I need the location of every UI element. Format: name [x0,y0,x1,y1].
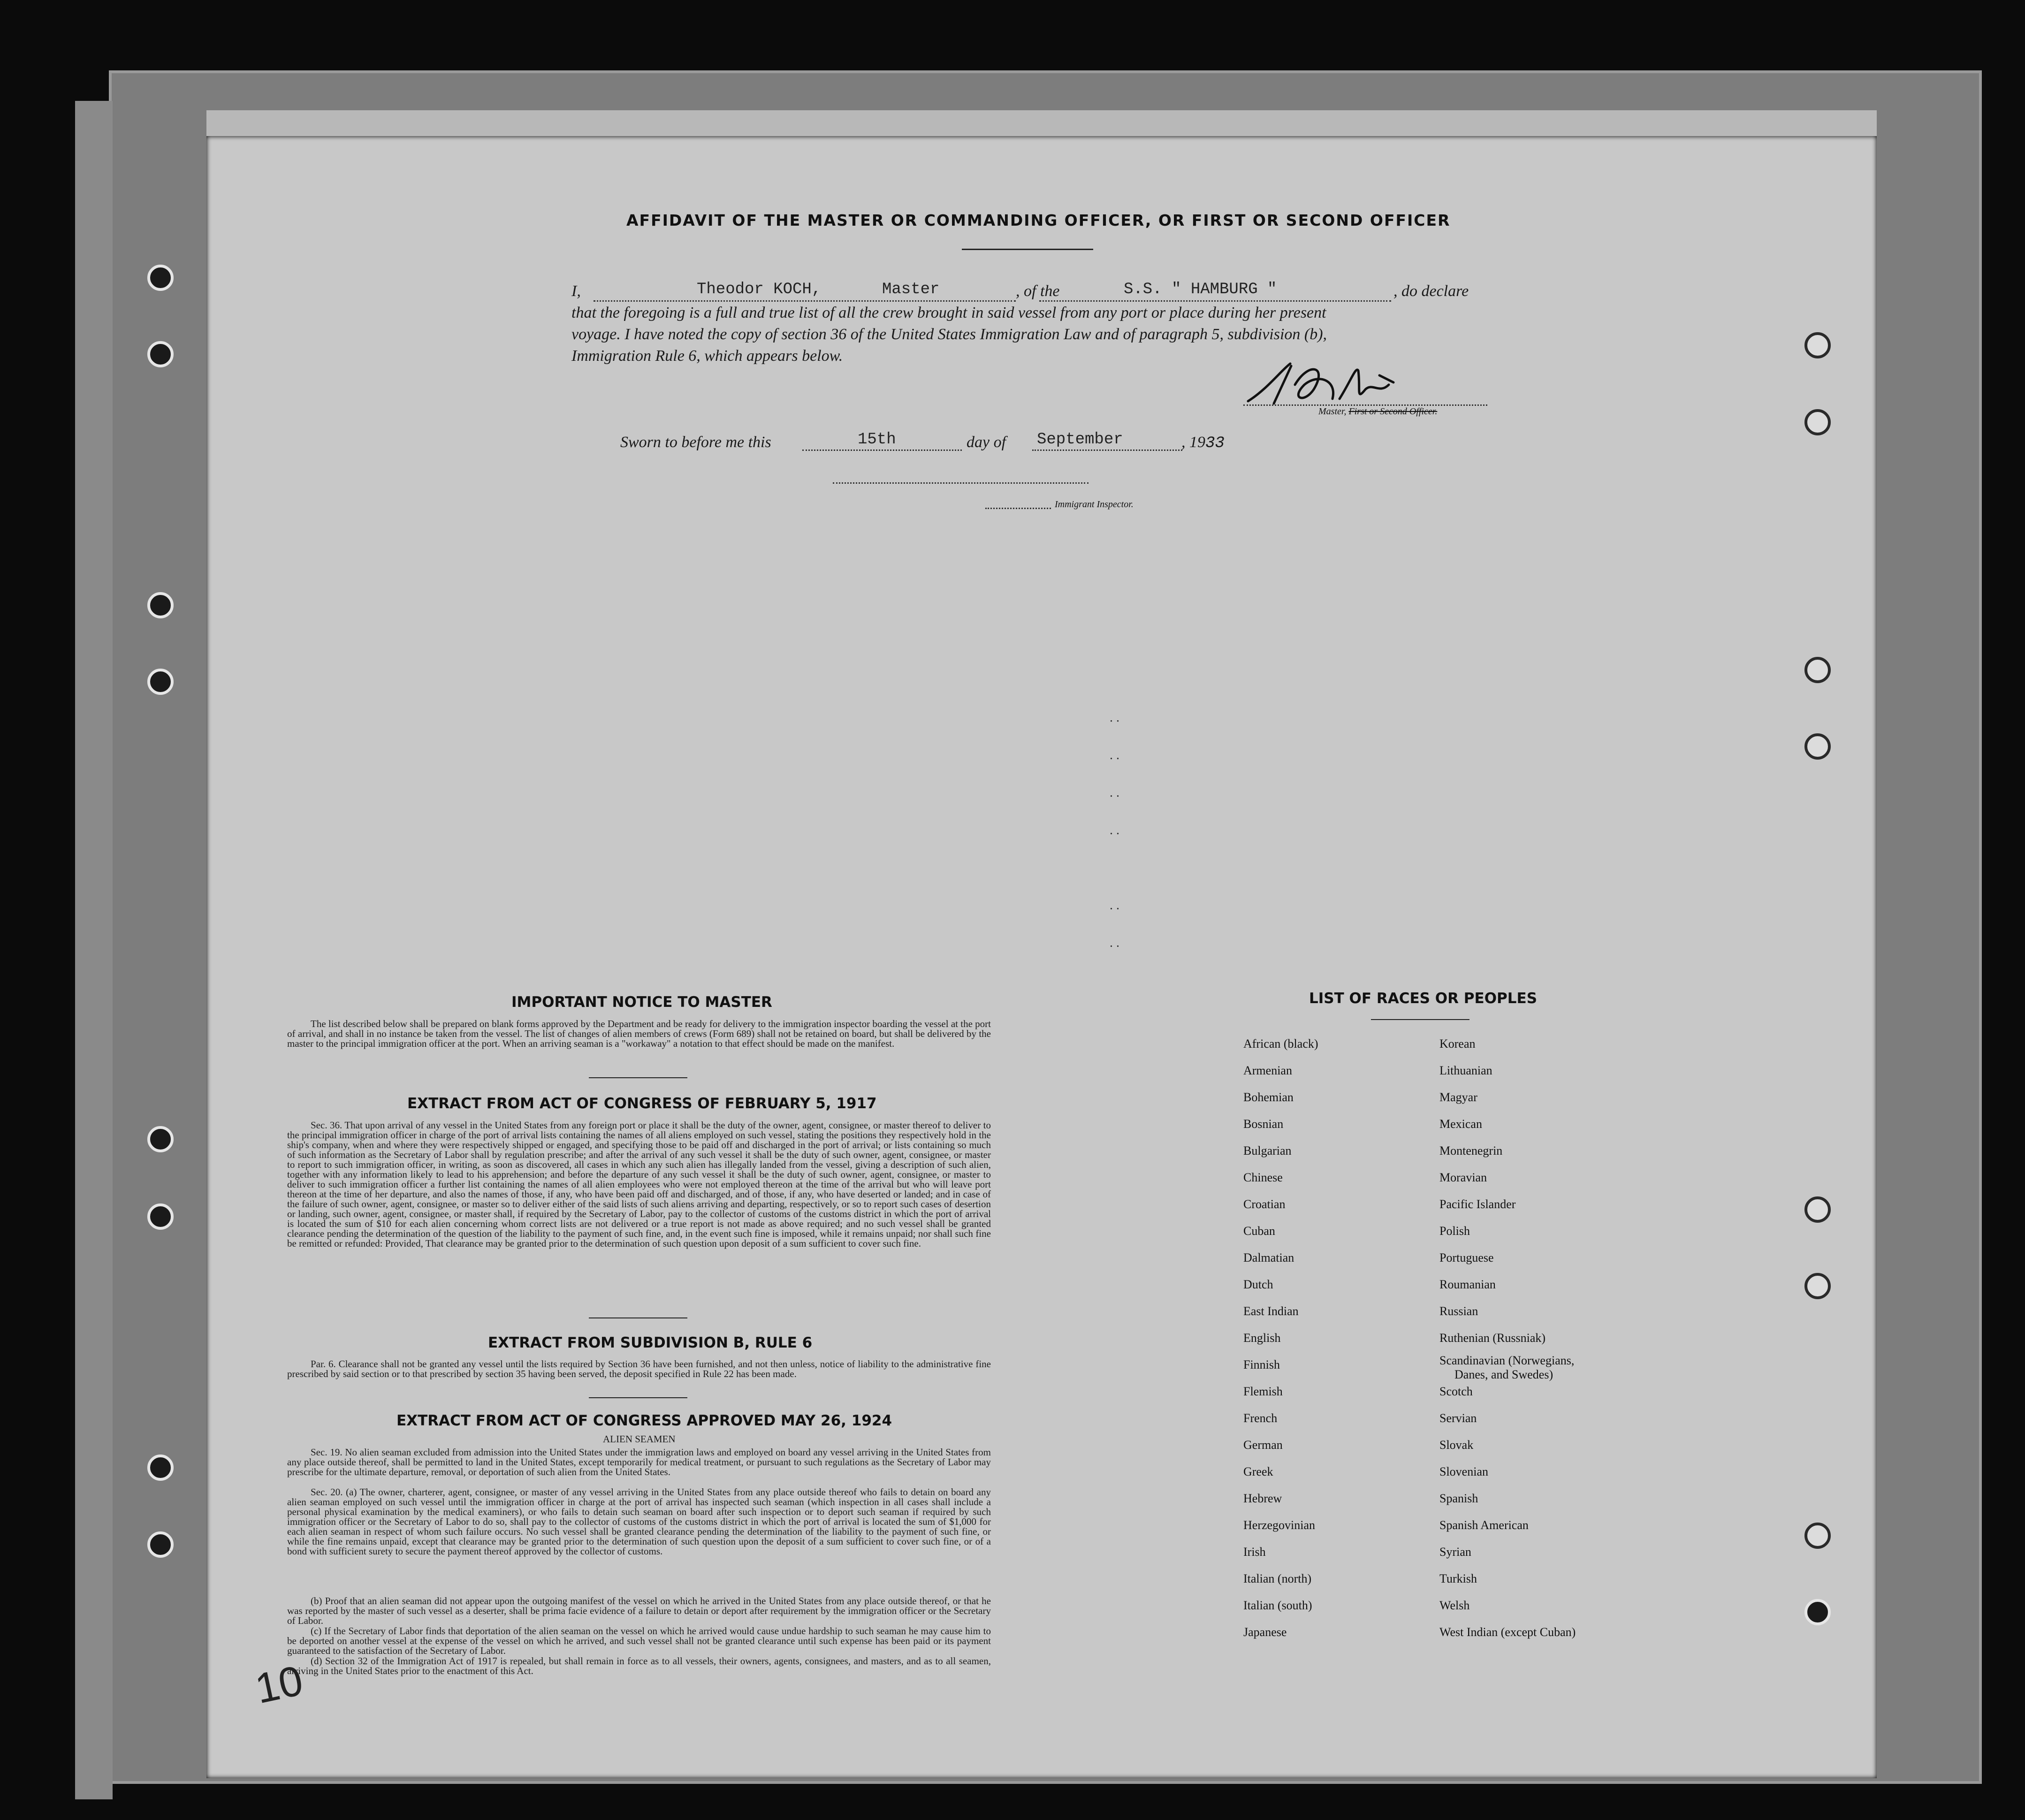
affidavit-line-2: that the foregoing is a full and true list of all the crew brought in said vessel from any port or place during her present [571,304,1326,321]
sworn-year [1181,434,1225,452]
binder-hole [1804,332,1831,358]
of-the-label: , of the [1016,282,1060,300]
divider [589,1317,687,1318]
binder-hole [147,1454,174,1481]
sworn-day: 15th [858,431,896,449]
extract-1917-text: Sec. 36. That upon arrival of any vessel in the United States from any foreign port or place it shall be the duty of the owner, agent, consignee, or master thereof to deliver to the principal immigration officer in charge of the port of arrival lists containing the names of all aliens employed on such vessel, stating the positions they respectively hold in the ship's company, when and where they were respectively shipped or engaged, and specifying those to be paid off and discharged in the port of arrival; or lists containing so much of such information as the Secretary of Labor shall by regulation prescribe; and after the arrival of any such vessel it shall be the duty of such owner, agent, consignee, or master to report to such immigration officer, in writing, as soon as discovered, all cases in which any such alien has illegally landed from the vessel, giving a description of such alien, together with any information likely to lead to his apprehension; and before the departure of any such vessel it shall be the duty of such owner, agent, consignee, or master to deliver to such immigration officer a further list containing the names of all alien employees who were not employed thereon at the time of the arrival but who will leave port thereon at the time of her departure, and also the names of those, if any, who have been paid off and discharged, and of those, if any, who have deserted or landed; and in case of the failure of such owner, agent, consignee, or master so to deliver either of the said lists of such aliens arriving and departing, respectively, or so to report such cases of desertion or landing, such owner, agent, consignee, or master shall, if required by the Secretary of Labor, pay to the collector of customs of the customs district in which the port of arrival is located the sum of $10 for each alien concerning whom correct lists are not delivered or a true report is not made as above required; and no such vessel shall be granted clearance pending the determination of the question of the liability to the payment of such fine, and, in the event such fine is imposed, while it remains unpaid; nor shall such fine be remitted or refunded: Provided, That clearance may be granted prior to the determination of such question upon deposit of a sum sufficient to cover such fine. [287,1119,991,1249]
signature-caption [1318,406,1437,417]
signature-caption-struck: First or Second Officer. [1348,406,1438,417]
race-item: Portuguese [1439,1251,1494,1264]
race-item: East Indian [1243,1304,1299,1318]
month-fill-line [1032,449,1182,451]
sec20a-text: Sec. 20. (a) The owner, charterer, agent, consignee, or master of any vessel arriving in the United States from any place outside thereof who fails to detain on board any alien seaman employed on such vessel until the immigration officer in charge at the port of arrival has inspected such seaman (which inspection in all cases shall include a personal physical examination by the medical examiners), or who fails to detain such seaman on board after such inspection or to deport such seaman if required by such immigration officer or the Secretary of Labor to do so, shall pay to the collector of customs of the customs district in which the port of arrival is located the sum of $1,000 for each alien seaman in respect of whom such failure occurs. No such vessel shall be granted clearance pending the determination of the liability to the payment of such fine, or while the fine remains unpaid, except that clearance may be granted prior to the determination of such question upon the deposit of a sum sufficient to cover such fine, or of a bond with sufficient surety to secure the payment thereof approved by the collector of customs. [287,1486,991,1557]
vessel-fill-line [1039,300,1391,302]
race-item: Hebrew [1243,1492,1282,1505]
race-item: Bohemian [1243,1090,1294,1104]
race-item: Servian [1439,1411,1477,1425]
signature-line [1243,404,1487,406]
race-item: Japanese [1243,1625,1287,1639]
title-underline [962,249,1093,250]
inspector-caption: Immigrant Inspector. [1055,499,1134,510]
year-suffix: 33 [1205,434,1225,452]
master-name: Theodor KOCH, [697,281,822,298]
extract-1924-subtitle: ALIEN SEAMEN [603,1433,676,1445]
race-item: Syrian [1439,1545,1471,1559]
divider [589,1397,687,1398]
race-item: Roumanian [1439,1278,1496,1291]
race-item: Turkish [1439,1572,1477,1585]
race-item: Bulgarian [1243,1144,1292,1157]
divider [589,1077,687,1078]
races-title: LIST OF RACES OR PEOPLES [1309,990,1538,1007]
master-rank: Master [882,281,940,298]
extract-1924-title: EXTRACT FROM ACT OF CONGRESS APPROVED MAY 26, 1924 [396,1412,892,1429]
race-item: Greek [1243,1465,1273,1478]
binder-hole [1804,1599,1831,1625]
binder-hole [1804,1523,1831,1549]
binder-hole [147,1203,174,1230]
races-underline [1371,1019,1469,1020]
sworn-prefix: Sworn to before me this [620,434,771,451]
binding-edge [75,101,113,1799]
inspector-line-1 [833,482,1089,484]
notice-title: IMPORTANT NOTICE TO MASTER [511,994,772,1011]
race-item: Magyar [1439,1090,1477,1104]
sec20d-text: (d) Section 32 of the Immigration Act of 1917 is repealed, but shall remain in force as to all vessels, their owners, agents, consignees, and masters, and as to all seamen, arriving in the United States prior to the enactment of this Act. [287,1655,991,1676]
name-fill-line [594,300,1016,302]
binder-hole [1804,409,1831,435]
race-item: French [1243,1411,1278,1425]
binder-hole [147,265,174,291]
race-item: Dutch [1243,1278,1273,1291]
race-item: Armenian [1243,1064,1292,1077]
rule6-title: EXTRACT FROM SUBDIVISION B, RULE 6 [488,1334,813,1351]
race-item: Scotch [1439,1385,1473,1398]
sec19-text: Sec. 19. No alien seaman excluded from admission into the United States under the immigration laws and employed on board any vessel arriving in the United States from any place outside thereof, shall be permitted to land in the United States, except temporarily for medical treatment, or pursuant to such regulations as the Secretary of Labor may prescribe for the ultimate departure, removal, or deportation of such alien from the United States. [287,1447,991,1477]
race-item-continuation: Danes, and Swedes) [1454,1368,1553,1381]
race-item: Irish [1243,1545,1266,1559]
race-item: Spanish [1439,1492,1478,1505]
race-item: Polish [1439,1224,1470,1238]
sec20b-text: (b) Proof that an alien seaman did not appear upon the outgoing manifest of the vessel on which he arrived in the United States from any place outside thereof, or that he was reported by the master of such vessel as a deserter, shall be prima facie evidence of a failure to detain or deport after requirement by the immigration officer or the Secretary of Labor. [287,1595,991,1626]
race-item: Korean [1439,1037,1476,1051]
affidavit-title: AFFIDAVIT OF THE MASTER OR COMMANDING OFFICER, OR FIRST OR SECOND OFFICER [626,211,1451,229]
signature-caption-master: Master, [1318,406,1347,417]
year-prefix: , 19 [1181,434,1205,451]
do-declare-label: , do declare [1393,282,1469,300]
race-item: Chinese [1243,1171,1283,1184]
affidavit-line-4: Immigration Rule 6, which appears below. [571,347,843,365]
race-item: Ruthenian (Russniak) [1439,1331,1546,1345]
day-of-label: day of [967,434,1006,451]
binder-hole [147,592,174,618]
inspector-line-2 [985,508,1051,509]
race-item: Pacific Islander [1439,1197,1516,1211]
race-item: West Indian (except Cuban) [1439,1625,1576,1639]
race-item: Italian (north) [1243,1572,1312,1585]
race-item: Bosnian [1243,1117,1284,1131]
race-item: Finnish [1243,1358,1280,1371]
race-item: Scandinavian (Norwegians, [1439,1354,1575,1367]
binder-hole [1804,733,1831,760]
race-item: Slovenian [1439,1465,1488,1478]
race-item: Croatian [1243,1197,1286,1211]
sworn-month: September [1037,431,1123,449]
day-fill-line [802,449,962,451]
race-item: Dalmatian [1243,1251,1294,1264]
binder-hole [147,1531,174,1558]
notice-text: The list described below shall be prepared on blank forms approved by the Department and be ready for delivery to the immigration inspector boarding the vessel at the port of arrival, and shall in no instance be taken from the vessel. The list of changes of alien members of crews (Form 689) shall not be retained on board, but shall be delivered by the master to the principal immigration officer at the port. When an arriving seaman is a "workaway" a notation to that effect should be made on the manifest. [287,1018,991,1049]
race-item: English [1243,1331,1281,1345]
race-item: German [1243,1438,1283,1452]
affidavit-line-3: voyage. I have noted the copy of section 36 of the United States Immigration Law and of paragraph 5, subdivision (b), [571,326,1327,343]
sec20c-text: (c) If the Secretary of Labor finds that deportation of the alien seaman on the vessel on which he arrived would cause undue hardship to such seaman he may cause him to be deported on another vessel at the expense of the vessel on which he arrived, and such vessel shall not be granted clearance until such expense has been paid or its payment guaranteed to the satisfaction of the Secretary of Labor. [287,1625,991,1656]
race-item: Lithuanian [1439,1064,1492,1077]
race-item: Welsh [1439,1599,1470,1612]
race-item: Flemish [1243,1385,1283,1398]
binder-hole [1804,1273,1831,1299]
race-item: Moravian [1439,1171,1487,1184]
rule6-text: Par. 6. Clearance shall not be granted any vessel until the lists required by Section 36 have been furnished, and not then unless, notice of liability to the administrative fine prescribed by said section or to that prescribed by section 35 having been served, the deposit specified in Rule 22 has been made. [287,1358,991,1379]
race-item: Cuban [1243,1224,1275,1238]
extract-1917-title: EXTRACT FROM ACT OF CONGRESS OF FEBRUARY 5, 1917 [407,1095,877,1112]
i-label: I, [571,282,581,300]
faint-marks: . . . . . . . . . . . . [1110,710,1119,950]
race-item: Slovak [1439,1438,1474,1452]
race-item: Herzegovinian [1243,1518,1316,1532]
race-item: Mexican [1439,1117,1482,1131]
race-item: Montenegrin [1439,1144,1503,1157]
binder-hole [147,1126,174,1152]
race-item: Italian (south) [1243,1599,1312,1612]
binder-hole [147,341,174,367]
binder-hole [1804,1196,1831,1223]
handwritten-page-number: 10 [251,1657,307,1713]
race-item: Russian [1439,1304,1478,1318]
binder-hole [1804,657,1831,683]
race-item: African (black) [1243,1037,1318,1051]
binder-hole [147,669,174,695]
race-item: Spanish American [1439,1518,1529,1532]
vessel-name: S.S. " HAMBURG " [1124,281,1277,298]
